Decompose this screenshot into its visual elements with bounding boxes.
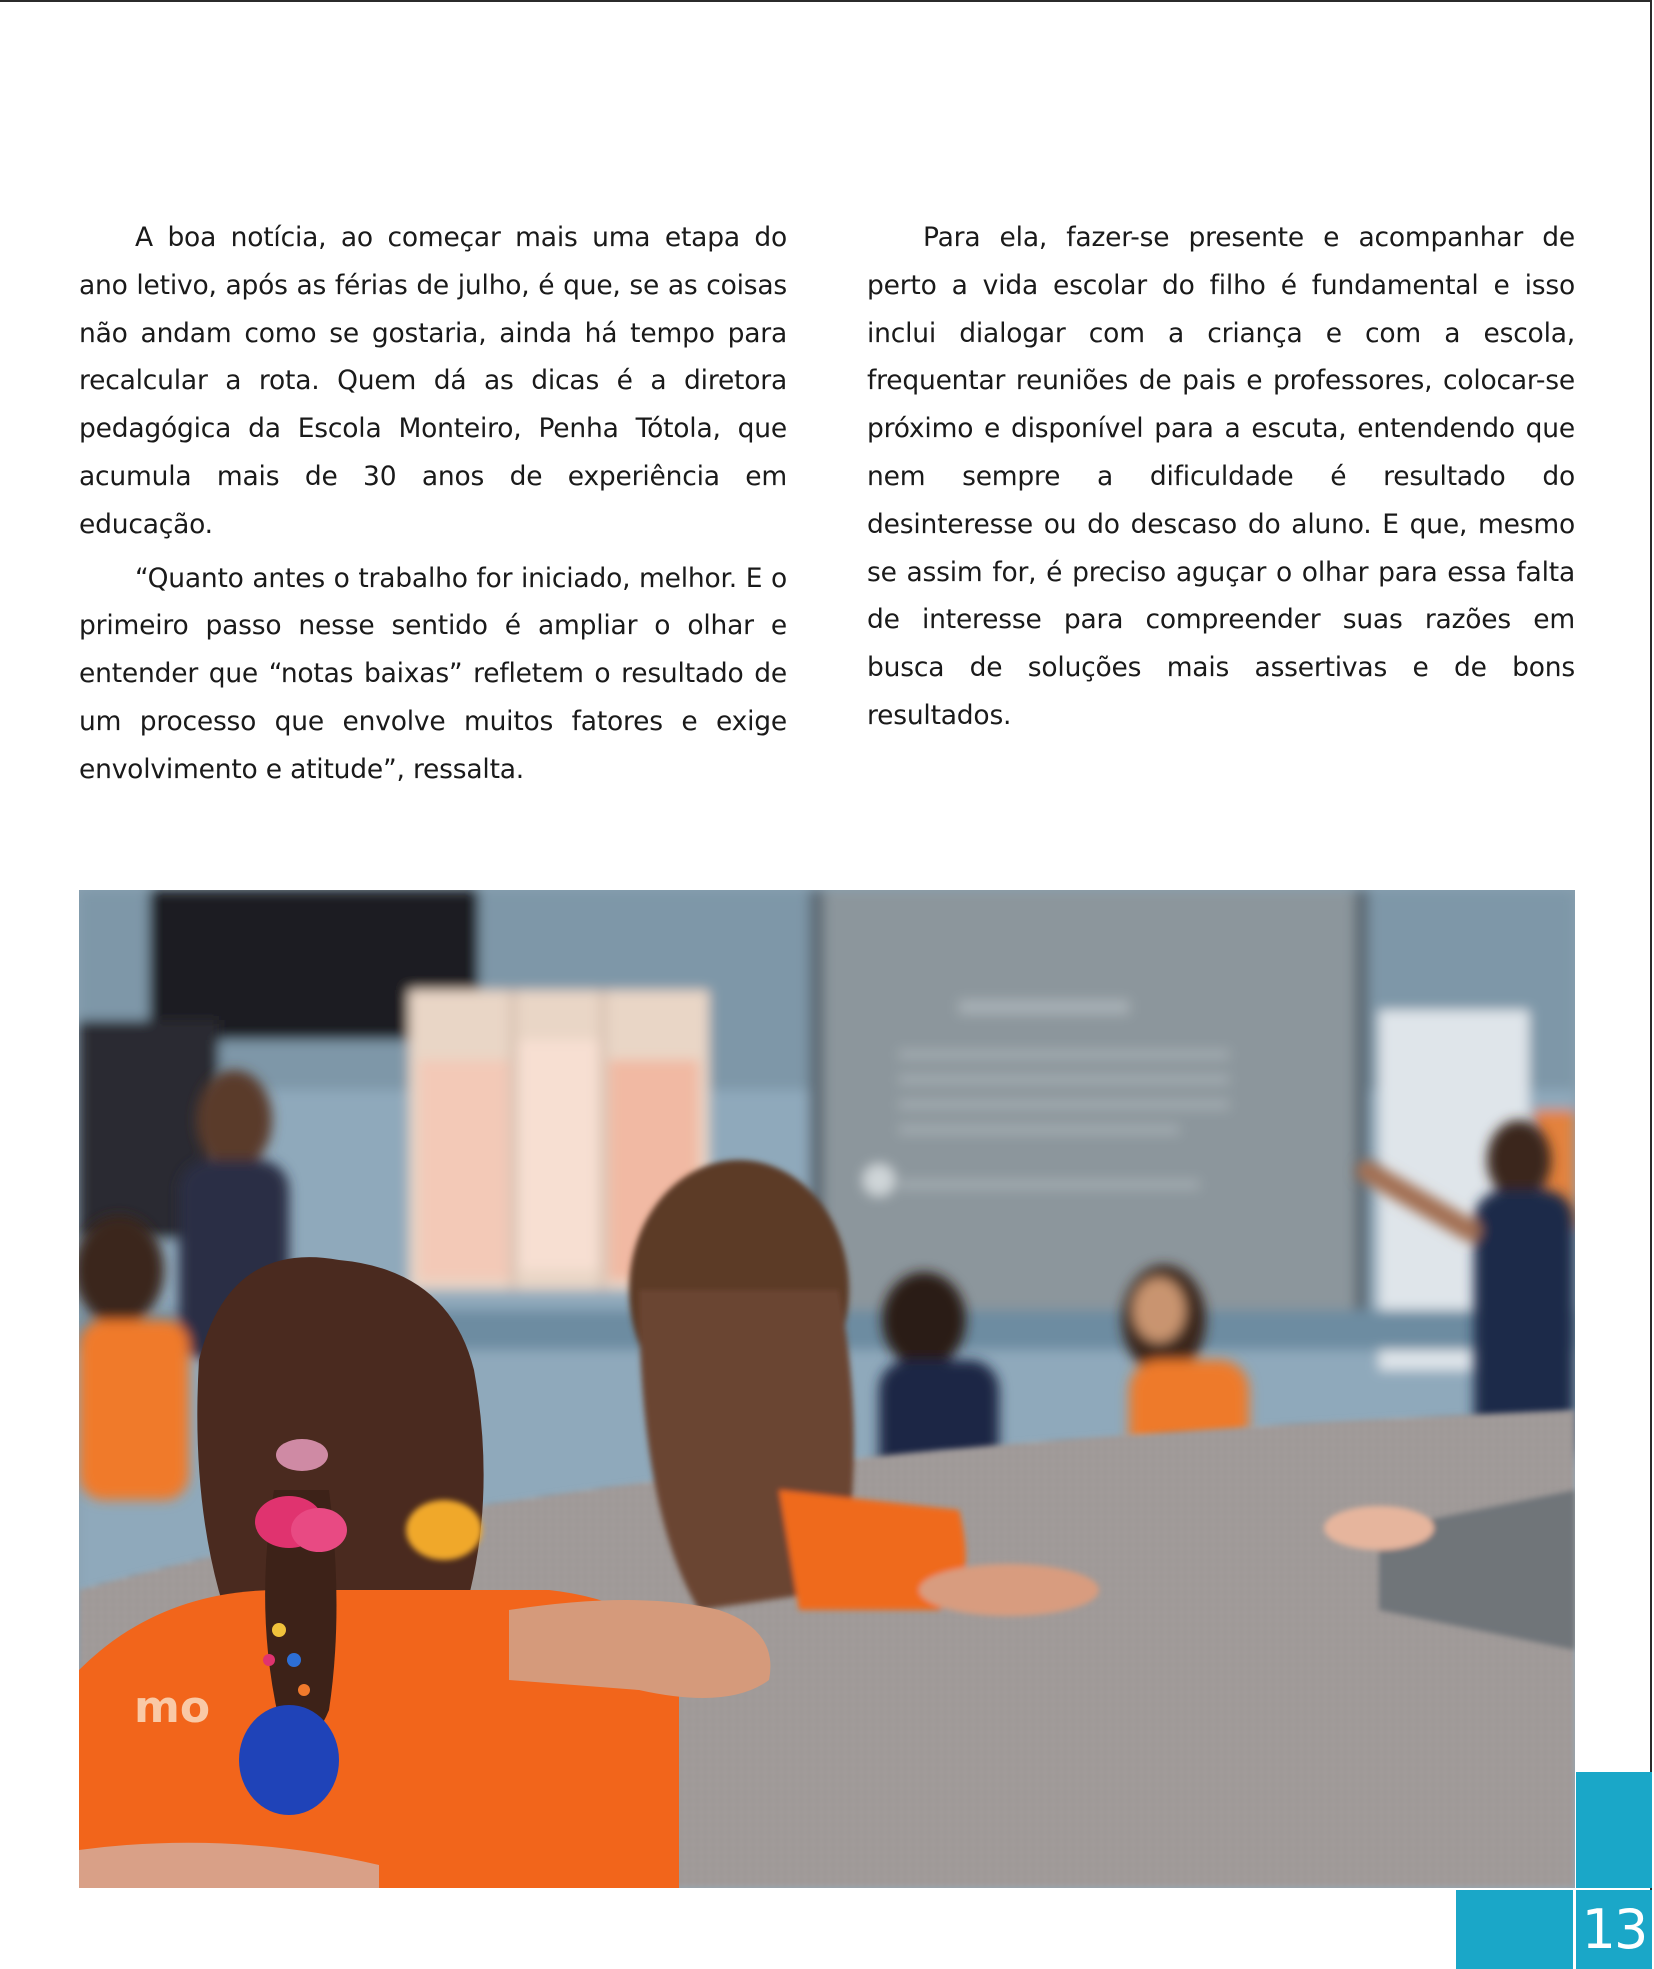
classroom-illustration bbox=[79, 890, 1575, 1888]
article-column-right bbox=[867, 214, 1575, 746]
shirt-logo-text: mo bbox=[134, 1682, 211, 1733]
accent-block bbox=[1576, 1772, 1652, 1888]
paragraph: Para ela, fazer-se presente e acompanhar de perto a vida escolar do filho é fundamental e isso inclui dialogar com a criança e com a escola, frequentar reuniões de pais e professores, colocar-se próximo e disponível para a escuta, entendendo que nem sempre a dificuldade é resultado do desinteresse ou do descaso do aluno. E que, mesmo se assim for, é preciso aguçar o olhar para essa falta de interesse para compreender suas razões em busca de soluções mais assertivas e de bons resultados. bbox=[867, 222, 1575, 731]
page-number: 13 bbox=[1581, 1898, 1647, 1961]
paragraph: “Quanto antes o trabalho for iniciado, melhor. E o primeiro passo nesse sentido é ampliar o olhar e entender que “notas baixas” refletem o resultado de um processo que envolve muitos fatores e exige envolvimento e atitude”, ressalta. bbox=[79, 562, 787, 785]
paragraph: A boa notícia, ao começar mais uma etapa do ano letivo, após as férias de julho, é que, se as coisas não andam como se gostaria, ainda há tempo para recalcular a rota. Quem dá as dicas é a diretora pedagógica da Escola Monteiro, Penha Tótola, que acumula mais de 30 anos de experiência em educação. bbox=[79, 222, 787, 540]
classroom-photo bbox=[79, 890, 1575, 1888]
article-column-left bbox=[79, 214, 787, 800]
